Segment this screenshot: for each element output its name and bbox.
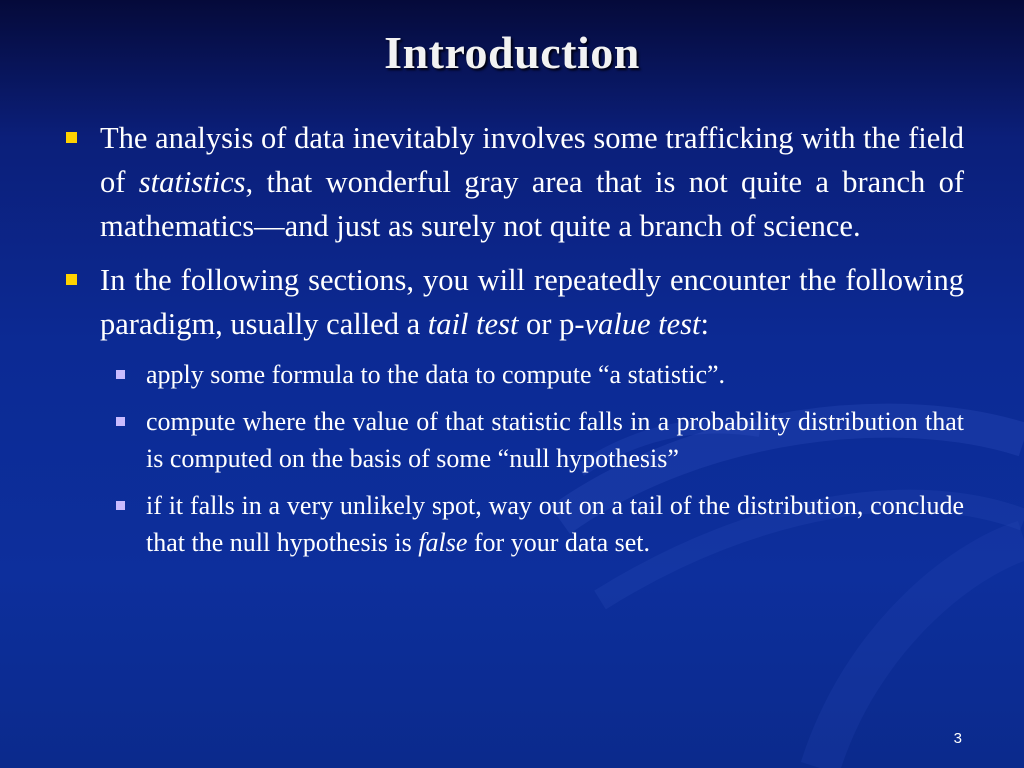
square-sub-bullet-icon: [116, 417, 125, 426]
text-segment: The analysis of data inevitably involves some trafficking with the field of: [100, 121, 964, 199]
text-segment: -value test: [574, 307, 701, 341]
text-segment: compute where the value of that statistic falls in a probability distribution that is computed on the basis of some “null hypothesis”: [146, 406, 964, 473]
text-segment: or p: [518, 307, 575, 341]
slide-title: Introduction: [384, 27, 640, 78]
text-segment: for your data set.: [467, 528, 651, 557]
page-number: 3: [953, 730, 962, 747]
square-sub-bullet-icon: [116, 501, 125, 510]
text-segment: , that wonderful gray area that is not quite a branch of mathematics—and just as surely not quite a branch of science.: [100, 165, 964, 243]
text-segment: if it falls in a very unlikely spot, way out on a tail of the distribution, conclude that the null hypothesis is: [146, 490, 964, 557]
sub-bullet-list: [108, 356, 964, 562]
text-segment: apply some formula to the data to compute “a statistic”.: [146, 360, 726, 389]
text-segment: :: [700, 307, 710, 341]
sub-bullet-item: [108, 487, 964, 562]
square-sub-bullet-icon: [116, 370, 125, 379]
slide-body: [62, 116, 964, 571]
sub-bullet-item: [108, 403, 964, 478]
square-bullet-icon: [66, 274, 77, 285]
text-segment: tail test: [427, 307, 519, 341]
text-segment: false: [418, 528, 468, 557]
sub-bullet-item: [108, 356, 964, 394]
bullet-item: [62, 258, 964, 346]
text-segment: In the following sections, you will repeatedly encounter the following paradigm, usually called a: [100, 263, 964, 341]
bullet-item: [62, 116, 964, 248]
text-segment: statistics: [138, 165, 246, 199]
square-bullet-icon: [66, 132, 77, 143]
